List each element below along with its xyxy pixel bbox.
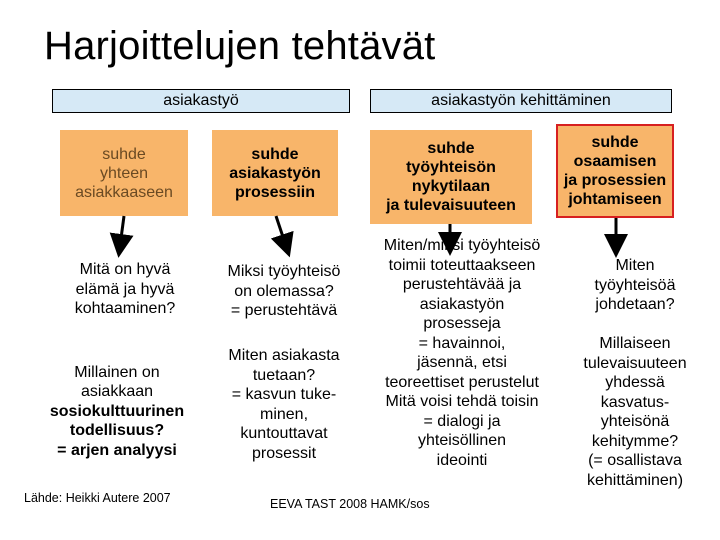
col1-question-1: Mitä on hyvä elämä ja hyvä kohtaaminen? xyxy=(74,261,176,317)
arrow-2 xyxy=(276,216,286,246)
footer-source: Lähde: Heikki Autere 2007 xyxy=(24,491,171,505)
box-suhde-tyoyhteisoon: suhde työyhteisön nykytilaan ja tulevaisuuteen xyxy=(370,130,532,224)
col1-question-2b: sosiokulttuurinen todellisuus? = arjen analyysi xyxy=(49,402,185,459)
box-suhde-asiakkaaseen: suhde yhteen asiakkaaseen xyxy=(60,130,188,216)
header-kehittaminen: asiakastyön kehittäminen xyxy=(370,89,672,113)
col2-question-1: Miksi työyhteisö on olemassa? = perustehtävä xyxy=(227,263,341,319)
col4-question-2: Millaiseen tulevaisuuteen yhdessä kasvatus- yhteisönä kehitymme? (= osallistava kehittäminen) xyxy=(583,335,687,489)
col1-question-2 xyxy=(22,343,212,480)
header-asiakastyo: asiakastyö xyxy=(52,89,350,113)
col3-text: Miten/miksi työyhteisö toimii toteuttaakseen perustehtävää ja asiakastyön prosesseja = havainnoi, jäsennä, etsi teoreettiset perustelut Mitä voisi tehdä toisin = dialogi ja yhteisöllinen ideointi xyxy=(383,237,541,469)
box-suhde-johtamiseen: suhde osaamisen ja prosessien johtamiseen xyxy=(556,124,674,218)
col4-question-1: Miten työyhteisöä johdetaan? xyxy=(594,257,676,313)
arrow-1 xyxy=(120,216,124,246)
footer-center: EEVA TAST 2008 HAMK/sos xyxy=(270,497,430,511)
col2-question-2: Miten asiakasta tuetaan? = kasvun tuke- minen, kuntouttavat prosessit xyxy=(228,347,340,462)
col1-question-2a: Millainen on asiakkaan xyxy=(74,363,160,400)
box-suhde-prosessiin: suhde asiakastyön prosessiin xyxy=(212,130,338,216)
page-title: Harjoittelujen tehtävät xyxy=(44,24,436,68)
